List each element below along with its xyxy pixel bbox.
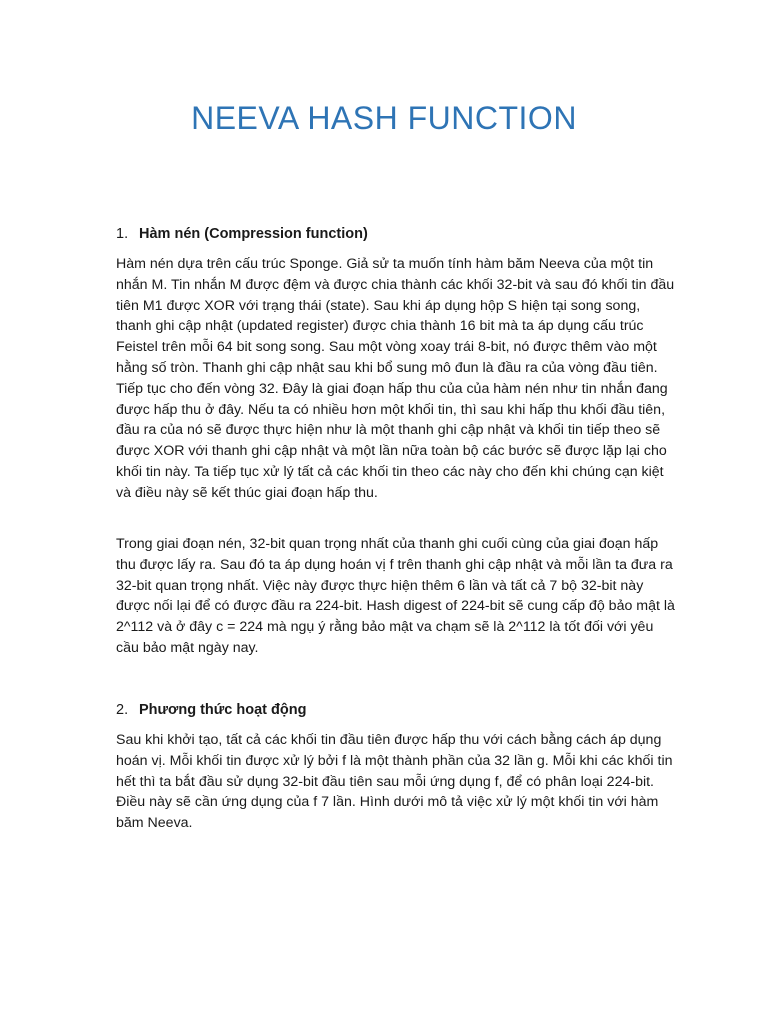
section-heading-compression bbox=[116, 224, 676, 244]
section-number: 2. bbox=[116, 702, 129, 718]
paragraph-mode-of-operation: Sau khi khởi tạo, tất cả các khối tin đầu tiên được hấp thu với cách bằng cách áp dụng hoán vị. Mỗi khối tin được xử lý bởi f là một thành phần của 32 lần g. Mỗi khi các khối tin hết thì ta bắt đầu sử dụng 32-bit đầu tiên sau mỗi ứng dụng f, để có phân loại 224-bit. Điều này sẽ cần ứng dụng của f 7 lần. Hình dưới mô tả việc xử lý một khối tin với hàm băm Neeva. bbox=[116, 732, 673, 832]
section-heading-mode-of-operation bbox=[116, 700, 676, 720]
paragraph-compression-1: Hàm nén dựa trên cấu trúc Sponge. Giả sử ta muốn tính hàm băm Neeva của một tin nhắn M. Tin nhắn M được đệm và được chia thành các khối 32-bit và sau đó khối tin đầu tiên M1 được XOR với trạng thái (state). Sau khi áp dụng hộp S hiện tại song song, thanh ghi cập nhật (updated register) được chia thành 16 bit mà ta áp dụng cấu trúc Feistel trên mỗi 64 bit song song. Sau một vòng xoay trái 8-bit, nó được thêm vào một hằng số tròn. Thanh ghi cập nhật sau khi bổ sung mô đun là đầu ra của vòng đầu tiên. Tiếp tục cho đến vòng 32. Đây là giai đoạn hấp thu của của hàm nén như tin nhắn đang được hấp thu ở đây. Nếu ta có nhiều hơn một khối tin, thì sau khi hấp thu khối đầu tiên, đầu ra của nó sẽ được thực hiện như là một thanh ghi cập nhật và khối tin tiếp theo sẽ được XOR với thanh ghi cập nhật và một lần nữa toàn bộ các bước sẽ được lặp lại cho khối tin này. Ta tiếp tục xử lý tất cả các khối tin theo các này cho đến khi chúng cạn kiệt và điều này sẽ kết thúc giai đoạn hấp thu. bbox=[116, 256, 675, 501]
section-heading-label: Phương thức hoạt động bbox=[139, 702, 307, 718]
document-title: NEEVA HASH FUNCTION bbox=[191, 100, 577, 136]
section-heading-label: Hàm nén (Compression function) bbox=[139, 226, 368, 242]
paragraph-compression-2: Trong giai đoạn nén, 32-bit quan trọng nhất của thanh ghi cuối cùng của giai đoạn hấp thu được lấy ra. Sau đó ta áp dụng hoán vị f trên thanh ghi cập nhật và mỗi lần ta đưa ra 32-bit quan trọng nhất. Việc này được thực hiện thêm 6 lần và tất cả 7 bộ 32-bit này được nối lại để có được đầu ra 224-bit. Hash digest of 224-bit sẽ cung cấp độ bảo mật là 2^112 và ở đây c = 224 mà ngụ ý rằng bảo mật va chạm sẽ là 2^112 là tốt đối với yêu cầu bảo mật ngày nay. bbox=[116, 536, 675, 656]
section-number: 1. bbox=[116, 226, 129, 242]
